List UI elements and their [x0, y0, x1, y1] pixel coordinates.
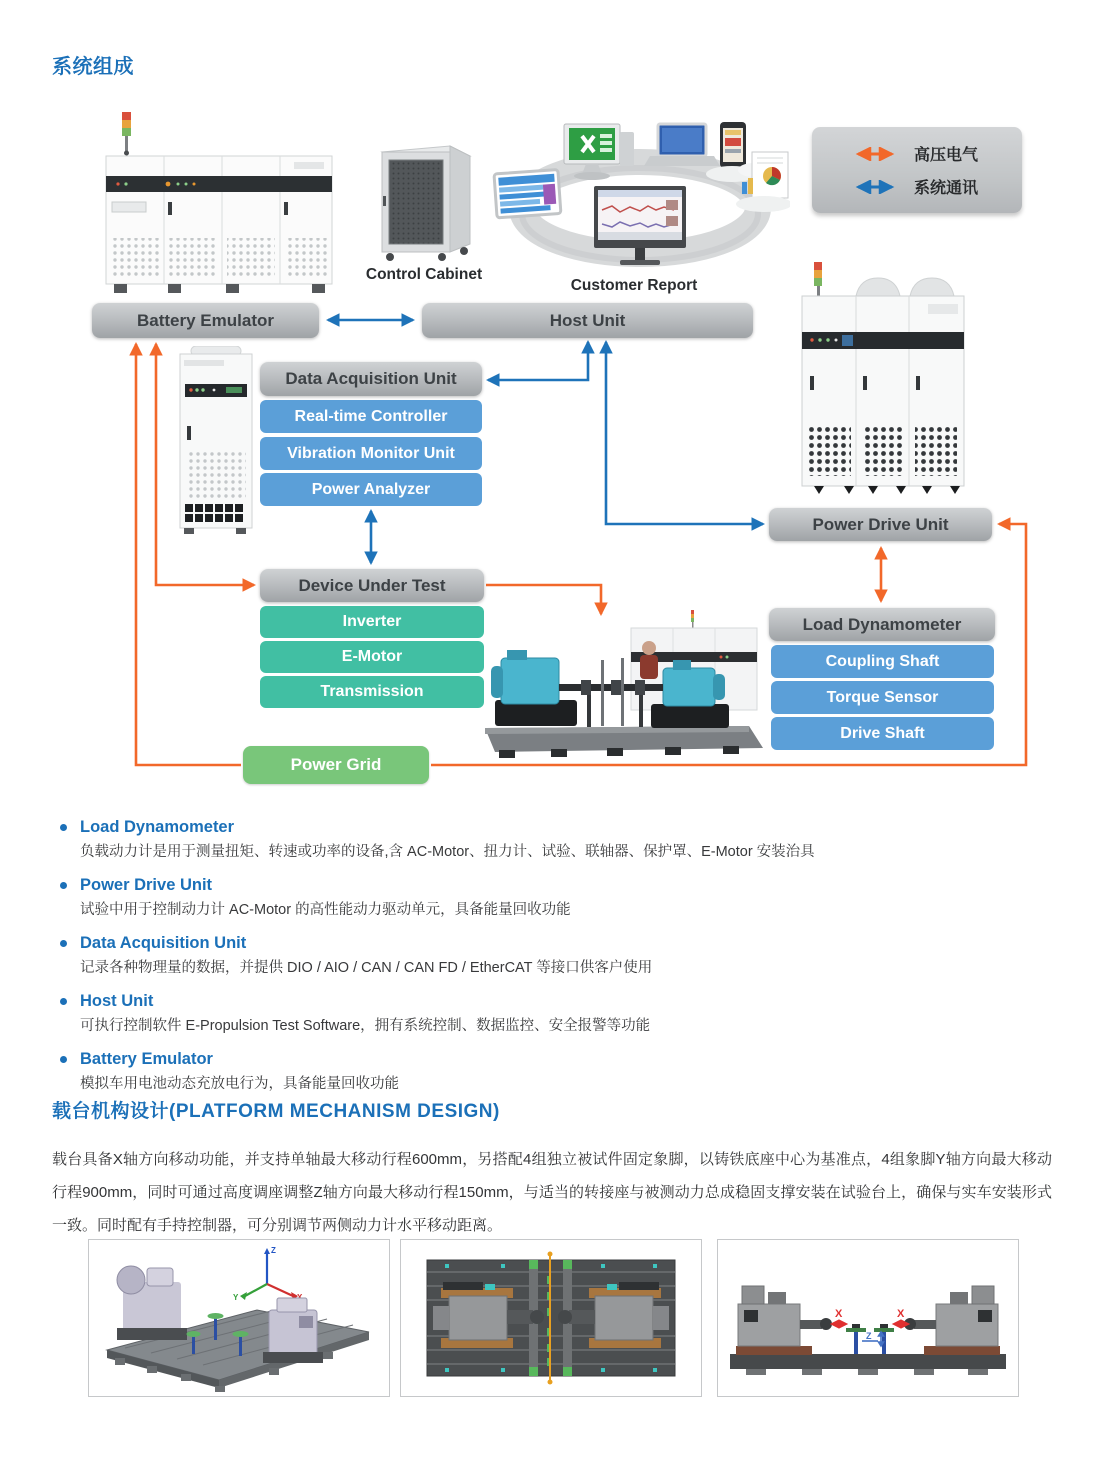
- bullet-icon: [60, 940, 67, 947]
- platform-section-title: 载台机构设计(PLATFORM MECHANISM DESIGN): [52, 1101, 500, 1122]
- list-item: [52, 1048, 1052, 1095]
- bullet-icon: [60, 998, 67, 1005]
- side-axis-z-label: Z: [866, 1331, 872, 1341]
- legend-hv-row: [850, 142, 1022, 165]
- drive-shaft-box: Drive Shaft: [771, 717, 994, 750]
- legend-box: [812, 127, 1022, 213]
- legend-comm-row: [850, 175, 1022, 198]
- control-cabinet-image: [366, 136, 484, 264]
- hv-double-arrow-icon: [850, 147, 900, 161]
- platform-side-drawing: [718, 1240, 1017, 1396]
- item-title: Host Unit: [80, 992, 154, 1010]
- iso-axis-z-label: Z: [271, 1246, 276, 1255]
- platform-side-figure: [717, 1239, 1019, 1397]
- item-desc: 可执行控制软件 E-Propulsion Test Software，拥有系统控制、数据监控、安全报警等功能: [80, 1018, 651, 1034]
- power-drive-cabinet-image: [792, 258, 974, 504]
- item-desc: 模拟车用电池动态充放电行为，具备能量回收功能: [80, 1076, 399, 1092]
- transmission-box: Transmission: [260, 676, 484, 708]
- platform-iso-drawing: [89, 1240, 389, 1396]
- load-dynamometer-box: Load Dynamometer: [769, 608, 995, 641]
- side-axis-x2-label: X: [897, 1308, 905, 1320]
- iso-axis-y-label: Y: [233, 1293, 239, 1302]
- platform-paragraph: 载台具备X轴方向移动功能，并支持单轴最大移动行程600mm，另搭配4组独立被试件固定象脚，以铸铁底座中心为基准点，4组象脚Y轴方向最大移动行程900mm，同时可通过高度调座调整Z轴方向最大移动行程150mm，与适当的转接座与被测动力总成稳固支撑安装在试验台上，确保与实车安装形式一致。同时配有手持控制器，可分别调节两侧动力计水平移动距离。: [52, 1151, 1052, 1234]
- customer-report-image: [488, 116, 790, 282]
- platform-iso-figure: [88, 1239, 390, 1397]
- host-unit-box: Host Unit: [422, 303, 753, 338]
- coupling-shaft-box: Coupling Shaft: [771, 645, 994, 678]
- e-motor-box: E-Motor: [260, 641, 484, 673]
- dotted-separator-platform: [52, 1125, 1048, 1135]
- battery-emulator-box: Battery Emulator: [92, 303, 319, 338]
- vibration-monitor-unit-box: Vibration Monitor Unit: [260, 437, 482, 470]
- torque-sensor-box: Torque Sensor: [771, 681, 994, 714]
- power-grid-box: Power Grid: [243, 746, 429, 784]
- item-title: Data Acquisition Unit: [80, 934, 247, 952]
- bullet-icon: [60, 882, 67, 889]
- device-under-test-box: Device Under Test: [260, 569, 484, 602]
- dotted-separator-top: [52, 83, 1048, 93]
- power-analyzer-box: Power Analyzer: [260, 473, 482, 506]
- platform-top-figure: [400, 1239, 702, 1397]
- arrow-host-dau: [488, 342, 588, 380]
- power-drive-unit-box: Power Drive Unit: [769, 508, 992, 541]
- list-item: [52, 816, 1052, 863]
- real-time-controller-box: Real-time Controller: [260, 400, 482, 433]
- comm-double-arrow-icon: [850, 180, 900, 194]
- list-item: [52, 990, 1052, 1037]
- legend-hv-label: 高压电气: [914, 147, 979, 164]
- item-title: Load Dynamometer: [80, 818, 235, 836]
- item-desc: 记录各种物理量的数据，并提供 DIO / AIO / CAN / CAN FD / EtherCAT 等接口供客户使用: [80, 960, 653, 976]
- item-title: Battery Emulator: [80, 1050, 213, 1068]
- customer-report-caption: Customer Report: [570, 277, 698, 294]
- side-axis-x1-label: X: [835, 1308, 843, 1320]
- item-desc: 试验中用于控制动力计 AC-Motor 的高性能动力驱动单元，具备能量回收功能: [80, 902, 571, 918]
- page-title: 系统组成: [52, 56, 134, 78]
- bullet-icon: [60, 1056, 67, 1063]
- test-bench-image: [483, 600, 765, 762]
- list-item: [52, 874, 1052, 921]
- item-title: Power Drive Unit: [80, 876, 213, 894]
- data-acquisition-cabinet-image: [174, 346, 258, 538]
- component-description-list: [52, 816, 1052, 1106]
- legend-comm-label: 系统通讯: [914, 180, 979, 197]
- data-acquisition-unit-box: Data Acquisition Unit: [260, 362, 482, 396]
- arrow-host-pdu: [606, 342, 763, 524]
- platform-top-drawing: [401, 1240, 700, 1396]
- battery-emulator-image: [98, 110, 338, 298]
- bullet-icon: [60, 824, 67, 831]
- list-item: [52, 932, 1052, 979]
- item-desc: 负载动力计是用于测量扭矩、转速或功率的设备,含 AC-Motor、扭力计、试验、联轴器、保护罩、E-Motor 安装治具: [80, 844, 815, 860]
- inverter-box: Inverter: [260, 606, 484, 638]
- control-cabinet-caption: Control Cabinet: [365, 266, 483, 283]
